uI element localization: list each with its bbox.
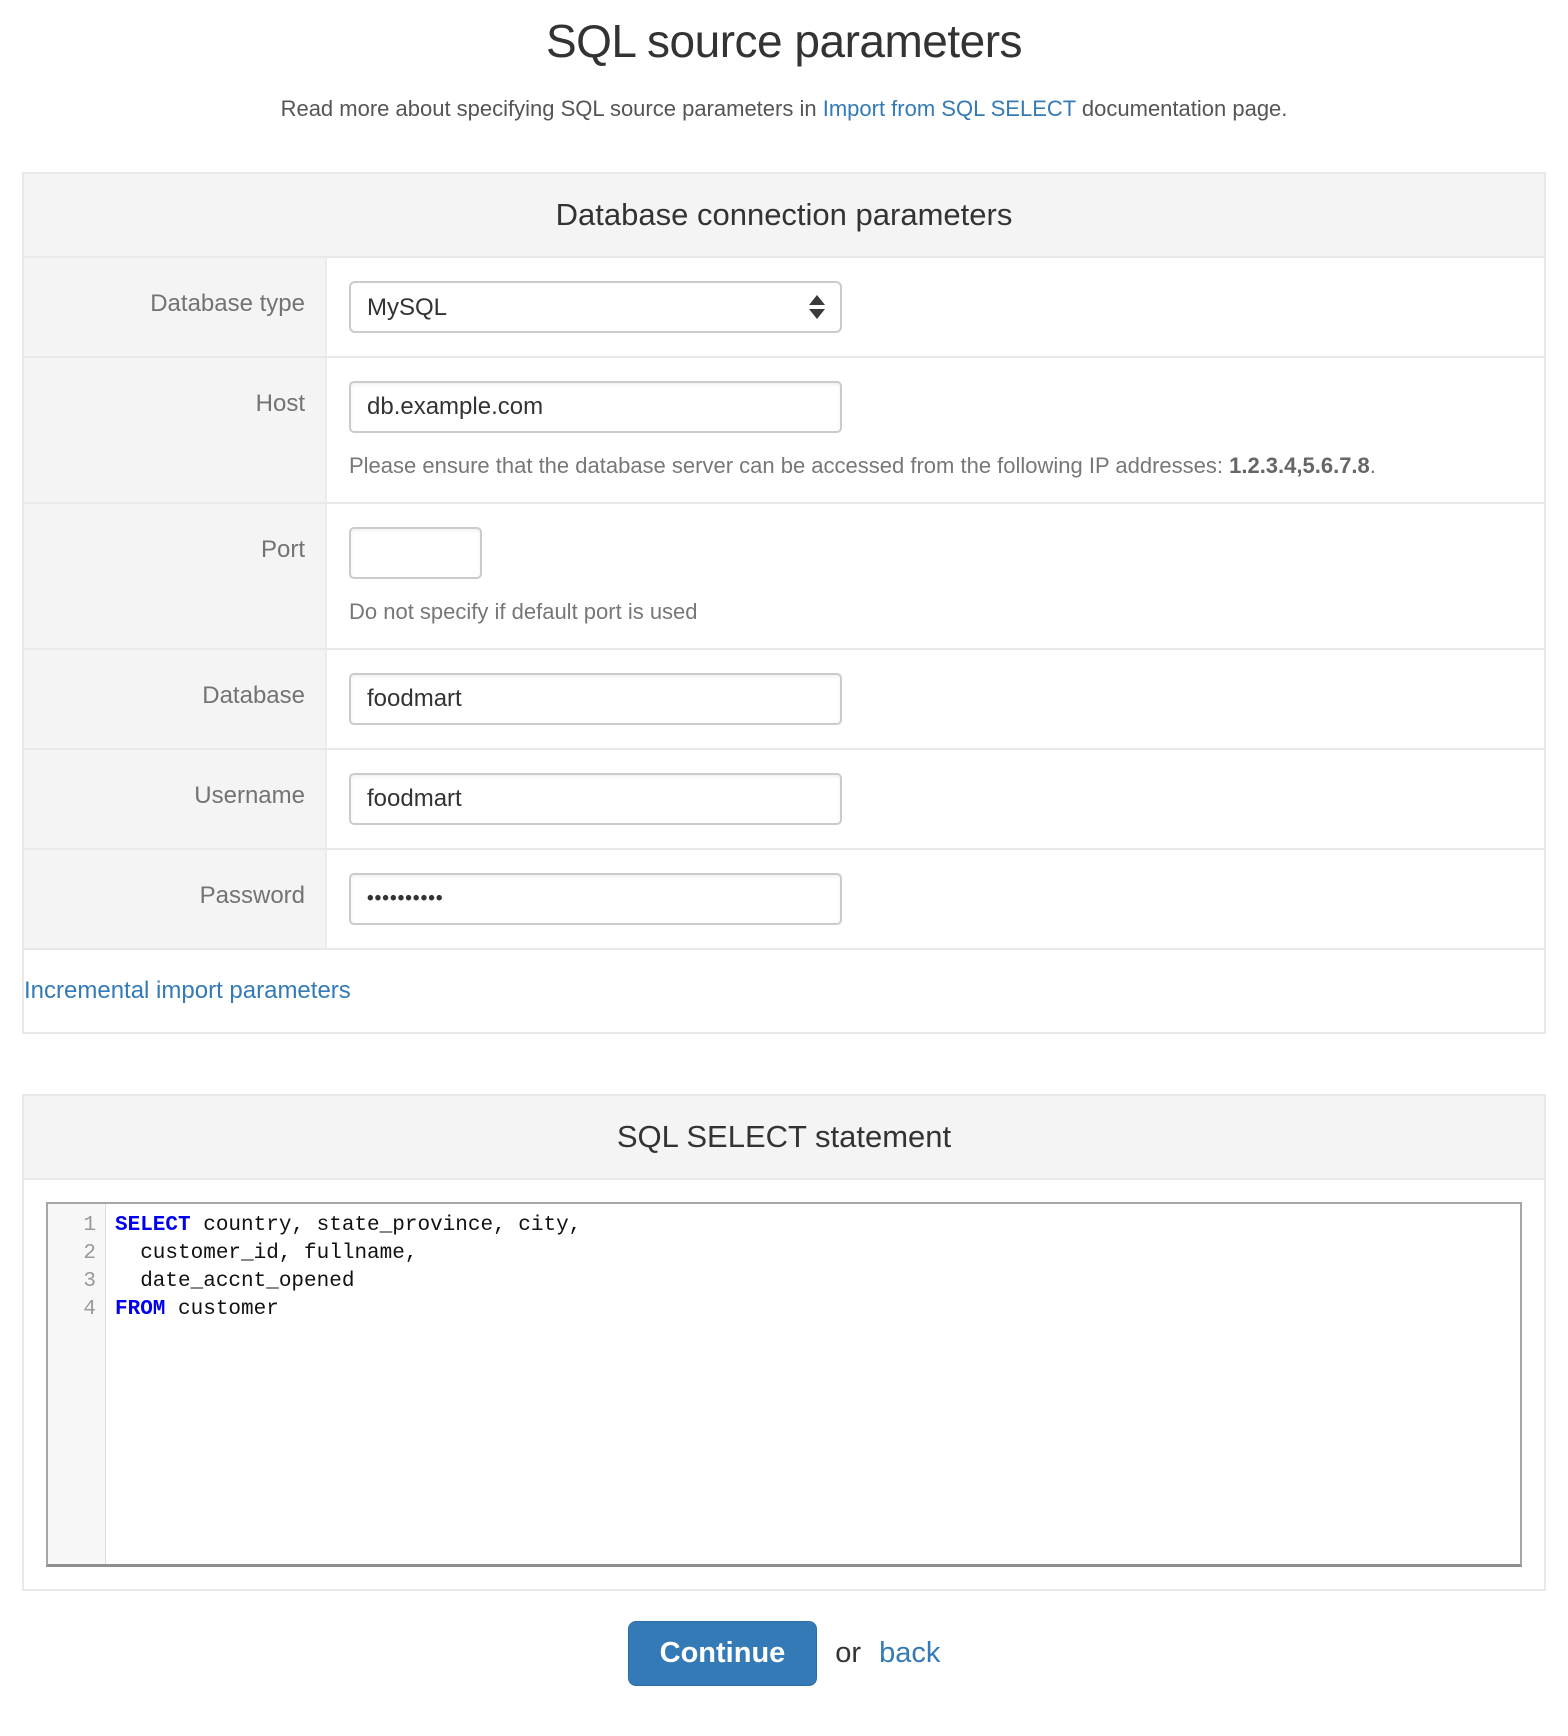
row-port <box>24 504 1544 650</box>
host-input[interactable] <box>349 381 842 433</box>
database-type-select[interactable] <box>349 281 842 333</box>
docs-link[interactable]: Import from SQL SELECT <box>822 96 1076 121</box>
incremental-import-link[interactable]: Incremental import parameters <box>24 977 351 1004</box>
code-line <box>115 1240 1520 1268</box>
code-line <box>115 1268 1520 1296</box>
line-number: 4 <box>83 1298 96 1321</box>
sql-text: country, state_province, city, <box>190 1214 582 1237</box>
page-head <box>0 0 1568 122</box>
subtitle-text-prefix: Read more about specifying SQL source parameters in <box>280 96 823 121</box>
connection-section <box>22 172 1546 1034</box>
row-host <box>24 358 1544 504</box>
row-username <box>24 750 1544 850</box>
sql-section <box>22 1094 1546 1591</box>
host-hint <box>349 453 1544 479</box>
host-hint-suffix: . <box>1369 453 1376 478</box>
port-hint: Do not specify if default port is used <box>349 599 698 624</box>
editor-gutter <box>48 1204 106 1564</box>
code-line <box>115 1296 1520 1324</box>
or-text: or <box>835 1637 862 1669</box>
password-input[interactable] <box>349 873 842 925</box>
database-type-label: Database type <box>24 258 327 356</box>
connection-section-header: Database connection parameters <box>24 174 1544 258</box>
row-database <box>24 650 1544 750</box>
code-line <box>115 1212 1520 1240</box>
row-incremental-import <box>24 950 1544 1032</box>
line-number: 2 <box>83 1242 96 1265</box>
line-number: 3 <box>83 1270 96 1293</box>
port-label: Port <box>24 504 327 648</box>
database-input[interactable] <box>349 673 842 725</box>
sql-section-header: SQL SELECT statement <box>24 1096 1544 1180</box>
database-label: Database <box>24 650 327 748</box>
sql-text: customer_id, fullname, <box>115 1242 418 1265</box>
line-number: 1 <box>83 1214 96 1237</box>
port-input[interactable] <box>349 527 482 579</box>
ip-addresses: 1.2.3.4,5.6.7.8 <box>1229 453 1370 478</box>
page-title: SQL source parameters <box>545 15 1023 67</box>
host-label: Host <box>24 358 327 502</box>
host-hint-prefix: Please ensure that the database server can be accessed from the following IP addresses: <box>349 453 1230 478</box>
row-database-type <box>24 258 1544 358</box>
continue-button[interactable]: Continue <box>628 1621 818 1686</box>
row-password <box>24 850 1544 950</box>
sql-editor <box>46 1202 1522 1567</box>
sql-code-area[interactable] <box>106 1204 1520 1564</box>
footer-actions <box>0 1621 1568 1686</box>
username-label: Username <box>24 750 327 848</box>
sql-keyword: FROM <box>115 1298 166 1321</box>
page-subtitle <box>0 96 1568 122</box>
password-label: Password <box>24 850 327 948</box>
sql-text: customer <box>165 1298 279 1321</box>
username-input[interactable] <box>349 773 842 825</box>
sql-keyword: SELECT <box>115 1214 191 1237</box>
subtitle-text-suffix: documentation page. <box>1075 96 1288 121</box>
sql-text: date_accnt_opened <box>115 1270 355 1293</box>
back-link[interactable]: back <box>879 1637 941 1669</box>
database-type-select-wrap <box>349 281 842 333</box>
